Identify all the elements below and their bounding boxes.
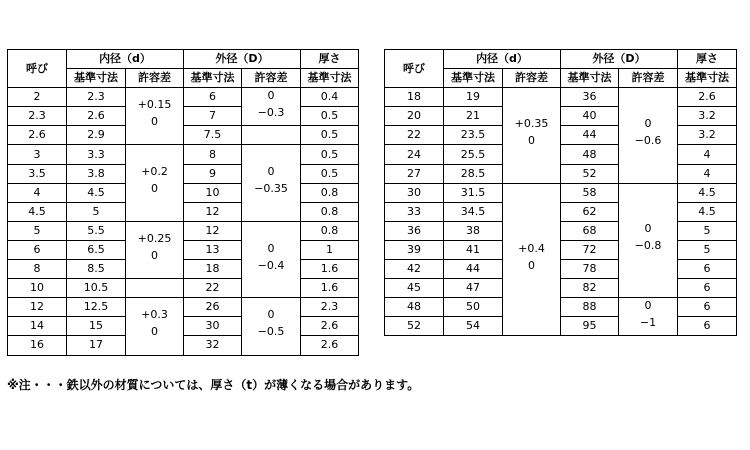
header-base-dimension: 基準寸法 (678, 69, 737, 88)
nominal-cell: 8 (8, 260, 67, 279)
inner-diameter-cell: 23.5 (444, 126, 503, 145)
outer-tolerance-cell (619, 298, 678, 336)
header-tolerance: 許容差 (503, 69, 561, 88)
outer-diameter-cell: 32 (184, 336, 242, 355)
header-base-dimension: 基準寸法 (184, 69, 242, 88)
thickness-cell: 2.6 (678, 88, 737, 107)
nominal-cell: 33 (385, 202, 444, 221)
thickness-cell: 4 (678, 164, 737, 183)
outer-tolerance-cell (242, 221, 301, 297)
tolerance-lower: −0.35 (254, 182, 288, 196)
tolerance-upper: 0 (644, 298, 652, 312)
nominal-cell: 12 (8, 298, 67, 317)
nominal-cell: 3.5 (8, 164, 67, 183)
table-row (385, 221, 737, 240)
table-row (8, 126, 359, 145)
thickness-cell: 0.4 (301, 88, 359, 107)
inner-diameter-cell: 41 (444, 240, 503, 259)
thickness-cell: 0.5 (301, 107, 359, 126)
nominal-cell: 22 (385, 126, 444, 145)
outer-tolerance-cell (619, 88, 678, 183)
thickness-cell: 0.5 (301, 126, 359, 145)
outer-diameter-cell: 95 (561, 317, 619, 336)
nominal-cell: 4 (8, 183, 67, 202)
table-row (385, 107, 737, 126)
header-tolerance: 許容差 (242, 69, 301, 88)
tolerance-lower: 0 (151, 115, 158, 129)
inner-tolerance-cell (126, 298, 184, 355)
nominal-cell: 30 (385, 183, 444, 202)
nominal-cell: 18 (385, 88, 444, 107)
outer-tolerance-cell (619, 183, 678, 298)
inner-diameter-cell: 10.5 (67, 279, 126, 298)
nominal-cell: 36 (385, 221, 444, 240)
inner-diameter-cell: 28.5 (444, 164, 503, 183)
inner-diameter-cell: 25.5 (444, 145, 503, 164)
nominal-cell: 2 (8, 88, 67, 107)
header-thickness: 厚さ (678, 50, 737, 69)
outer-diameter-cell: 88 (561, 298, 619, 317)
inner-diameter-cell: 38 (444, 221, 503, 240)
table-row (8, 317, 359, 336)
nominal-cell: 10 (8, 279, 67, 298)
outer-diameter-cell: 13 (184, 240, 242, 259)
outer-diameter-cell: 72 (561, 240, 619, 259)
thickness-cell: 0.5 (301, 145, 359, 164)
tolerance-lower: −0.8 (634, 239, 662, 253)
tolerance-lower: −0.6 (634, 134, 662, 148)
outer-tolerance-cell (242, 298, 301, 355)
outer-diameter-cell: 7 (184, 107, 242, 126)
inner-diameter-cell: 17 (67, 336, 126, 355)
inner-diameter-cell: 19 (444, 88, 503, 107)
nominal-cell: 14 (8, 317, 67, 336)
nominal-cell: 48 (385, 298, 444, 317)
table-row (8, 298, 359, 317)
thickness-cell: 1.6 (301, 279, 359, 298)
header-tolerance: 許容差 (619, 69, 678, 88)
thickness-cell: 0.8 (301, 183, 359, 202)
inner-diameter-cell: 4.5 (67, 183, 126, 202)
inner-diameter-cell: 44 (444, 260, 503, 279)
washer-spec-table-left (7, 49, 359, 356)
thickness-cell: 5 (678, 240, 737, 259)
inner-diameter-cell: 2.6 (67, 107, 126, 126)
tolerance-lower: 0 (151, 325, 158, 339)
thickness-cell: 6 (678, 317, 737, 336)
thickness-cell: 2.6 (301, 336, 359, 355)
inner-diameter-cell: 3.8 (67, 164, 126, 183)
inner-diameter-cell: 21 (444, 107, 503, 126)
header-nominal: 呼び (8, 50, 67, 88)
header-outer-diameter: 外径（D） (561, 50, 678, 69)
thickness-cell: 0.5 (301, 164, 359, 183)
inner-diameter-cell: 54 (444, 317, 503, 336)
inner-tolerance-cell (126, 145, 184, 221)
outer-diameter-cell: 6 (184, 88, 242, 107)
inner-diameter-cell: 3.3 (67, 145, 126, 164)
inner-diameter-cell: 34.5 (444, 202, 503, 221)
header-thickness: 厚さ (301, 50, 359, 69)
tolerance-upper: +0.25 (137, 231, 172, 245)
nominal-cell: 52 (385, 317, 444, 336)
thickness-cell: 4 (678, 145, 737, 164)
thickness-cell: 3.2 (678, 107, 737, 126)
inner-diameter-cell: 5 (67, 202, 126, 221)
tolerance-lower: −0.5 (257, 325, 285, 339)
thickness-cell: 1.6 (301, 260, 359, 279)
inner-tolerance-cell (126, 88, 184, 145)
outer-diameter-cell: 18 (184, 260, 242, 279)
outer-diameter-cell: 68 (561, 221, 619, 240)
inner-diameter-cell: 12.5 (67, 298, 126, 317)
table-row (385, 183, 737, 202)
table-row (8, 240, 359, 259)
table-row (385, 279, 737, 298)
thickness-cell: 2.6 (301, 317, 359, 336)
header-inner-diameter: 内径（d） (67, 50, 184, 69)
tolerance-lower: −0.4 (257, 258, 285, 272)
outer-diameter-cell: 7.5 (184, 126, 242, 145)
tolerance-lower: −0.3 (257, 105, 285, 119)
inner-diameter-cell: 47 (444, 279, 503, 298)
inner-tolerance-cell (503, 88, 561, 183)
table-row (8, 183, 359, 202)
table-row (385, 240, 737, 259)
nominal-cell: 4.5 (8, 202, 67, 221)
tolerance-upper: +0.4 (518, 241, 545, 255)
nominal-cell: 24 (385, 145, 444, 164)
table-row (8, 260, 359, 279)
inner-tolerance-cell (126, 221, 184, 278)
table-row (8, 164, 359, 183)
outer-diameter-cell: 10 (184, 183, 242, 202)
inner-diameter-cell: 50 (444, 298, 503, 317)
header-base-dimension: 基準寸法 (301, 69, 359, 88)
inner-diameter-cell: 2.3 (67, 88, 126, 107)
outer-diameter-cell: 26 (184, 298, 242, 317)
table-row (8, 107, 359, 126)
outer-diameter-cell: 30 (184, 317, 242, 336)
thickness-cell: 6 (678, 260, 737, 279)
thickness-cell: 0.8 (301, 202, 359, 221)
tolerance-upper: +0.15 (137, 98, 172, 112)
outer-tolerance-cell (242, 145, 301, 221)
tolerance-upper: 0 (644, 117, 652, 131)
nominal-cell: 2.3 (8, 107, 67, 126)
outer-diameter-cell: 22 (184, 279, 242, 298)
table-row (8, 88, 359, 107)
inner-diameter-cell: 5.5 (67, 221, 126, 240)
nominal-cell: 3 (8, 145, 67, 164)
nominal-cell: 5 (8, 221, 67, 240)
tolerance-upper: +0.3 (141, 308, 168, 322)
inner-diameter-cell: 15 (67, 317, 126, 336)
header-inner-diameter: 内径（d） (444, 50, 561, 69)
header-nominal: 呼び (385, 50, 444, 88)
tolerance-lower: 0 (151, 248, 158, 262)
nominal-cell: 6 (8, 240, 67, 259)
tolerance-upper: 0 (267, 308, 275, 322)
table-row (385, 202, 737, 221)
outer-diameter-cell: 12 (184, 202, 242, 221)
table-row (8, 202, 359, 221)
tolerance-upper: +0.2 (141, 165, 168, 179)
table-row (8, 279, 359, 298)
header-outer-diameter: 外径（D） (184, 50, 301, 69)
outer-tolerance-blank (242, 126, 301, 145)
tolerance-lower: 0 (528, 134, 535, 148)
thickness-cell: 5 (678, 221, 737, 240)
washer-spec-table-right (384, 49, 737, 336)
thickness-cell: 0.8 (301, 221, 359, 240)
outer-diameter-cell: 36 (561, 88, 619, 107)
outer-diameter-cell: 48 (561, 145, 619, 164)
table-row (385, 164, 737, 183)
tolerance-lower: 0 (528, 258, 535, 272)
inner-tolerance-cell (503, 183, 561, 336)
table-row (385, 298, 737, 317)
tolerance-lower: −1 (639, 315, 657, 329)
header-tolerance: 許容差 (126, 69, 184, 88)
outer-tolerance-cell (242, 88, 301, 126)
table-row (385, 126, 737, 145)
nominal-cell: 42 (385, 260, 444, 279)
inner-diameter-cell: 8.5 (67, 260, 126, 279)
tolerance-upper: +0.35 (514, 117, 549, 131)
table-row (385, 317, 737, 336)
thickness-cell: 4.5 (678, 202, 737, 221)
thickness-cell: 2.3 (301, 298, 359, 317)
outer-diameter-cell: 78 (561, 260, 619, 279)
footnote: ※注・・・鉄以外の材質については、厚さ（t）が薄くなる場合があります。 (7, 378, 420, 392)
tolerance-upper: 0 (267, 241, 275, 255)
outer-diameter-cell: 44 (561, 126, 619, 145)
table-row (8, 336, 359, 355)
tolerance-lower: 0 (151, 182, 158, 196)
header-base-dimension: 基準寸法 (561, 69, 619, 88)
thickness-cell: 4.5 (678, 183, 737, 202)
outer-diameter-cell: 8 (184, 145, 242, 164)
inner-tolerance-blank (126, 279, 184, 298)
table-row (385, 145, 737, 164)
nominal-cell: 20 (385, 107, 444, 126)
outer-diameter-cell: 62 (561, 202, 619, 221)
thickness-cell: 3.2 (678, 126, 737, 145)
tolerance-upper: 0 (267, 88, 275, 102)
tolerance-upper: 0 (267, 165, 275, 179)
outer-diameter-cell: 82 (561, 279, 619, 298)
nominal-cell: 2.6 (8, 126, 67, 145)
outer-diameter-cell: 9 (184, 164, 242, 183)
nominal-cell: 27 (385, 164, 444, 183)
nominal-cell: 39 (385, 240, 444, 259)
header-base-dimension: 基準寸法 (67, 69, 126, 88)
table-row (8, 145, 359, 164)
table-row (385, 260, 737, 279)
header-base-dimension: 基準寸法 (444, 69, 503, 88)
outer-diameter-cell: 40 (561, 107, 619, 126)
inner-diameter-cell: 6.5 (67, 240, 126, 259)
outer-diameter-cell: 12 (184, 221, 242, 240)
table-row (385, 88, 737, 107)
table-row (8, 221, 359, 240)
thickness-cell: 6 (678, 279, 737, 298)
thickness-cell: 6 (678, 298, 737, 317)
nominal-cell: 16 (8, 336, 67, 355)
nominal-cell: 45 (385, 279, 444, 298)
inner-diameter-cell: 2.9 (67, 126, 126, 145)
inner-diameter-cell: 31.5 (444, 183, 503, 202)
outer-diameter-cell: 52 (561, 164, 619, 183)
tolerance-upper: 0 (644, 222, 652, 236)
outer-diameter-cell: 58 (561, 183, 619, 202)
thickness-cell: 1 (301, 240, 359, 259)
